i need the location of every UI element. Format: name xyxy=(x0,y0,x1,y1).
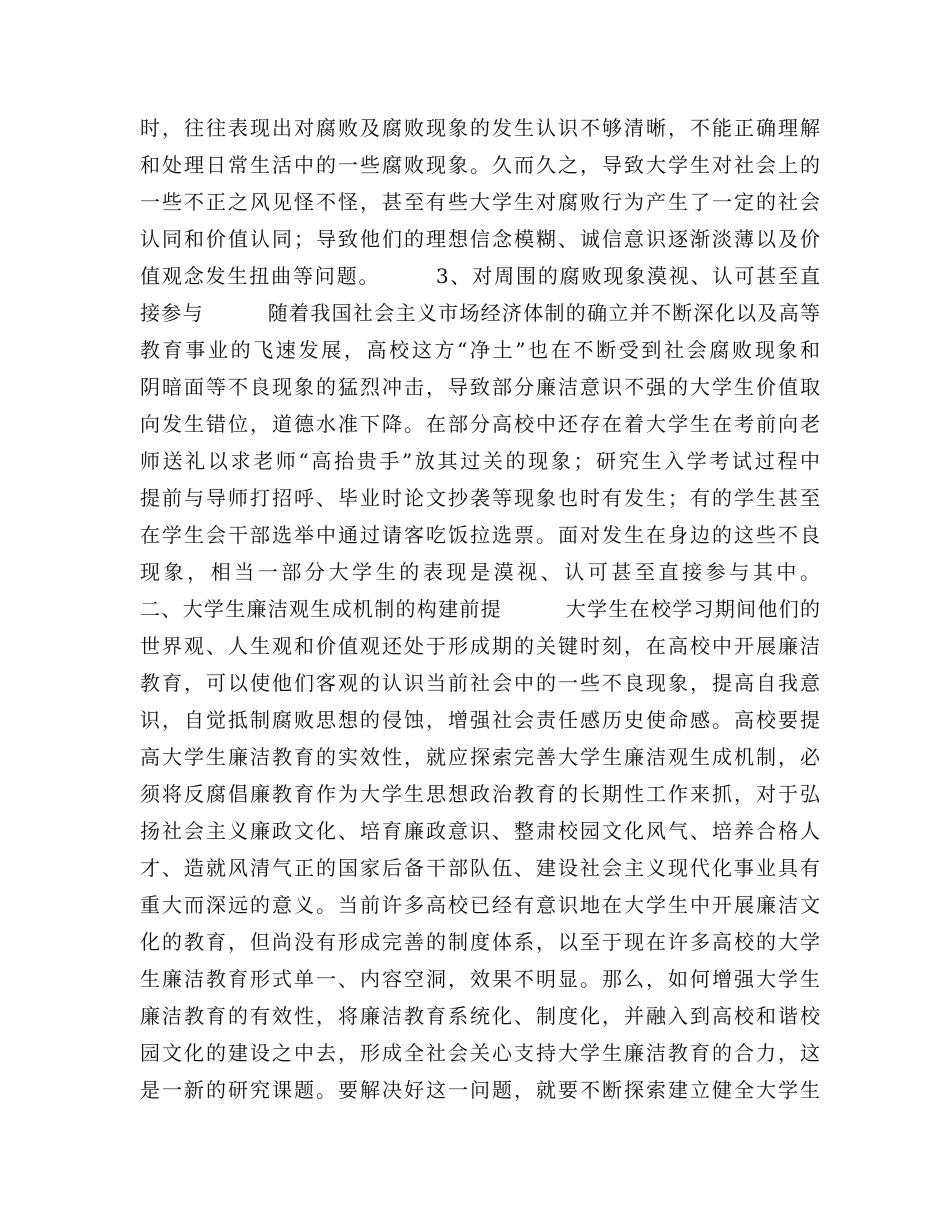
text-line: 师送礼以求老师“高抬贵手”放其过关的现象；研究生入学考试过程中 xyxy=(140,449,820,473)
text-line: 接参与 随着我国社会主义市场经济体制的确立并不断深化以及高等 xyxy=(140,301,820,325)
text-line: 在学生会干部选举中通过请客吃饭拉选票。面对发生在身边的这些不良 xyxy=(140,523,820,547)
text-line: 值观念发生扭曲等问题。 3、对周围的腐败现象漠视、认可甚至直 xyxy=(140,264,820,288)
text-line: 现象，相当一部分大学生的表现是漠视、认可甚至直接参与其中。 xyxy=(140,560,820,584)
text-line: 时，往往表现出对腐败及腐败现象的发生认识不够清晰，不能正确理解 xyxy=(140,116,820,140)
text-line: 世界观、人生观和价值观还处于形成期的关键时刻，在高校中开展廉洁 xyxy=(140,634,820,658)
text-line: 廉洁教育的有效性，将廉洁教育系统化、制度化，并融入到高校和谐校 xyxy=(140,1004,820,1028)
text-line: 和处理日常生活中的一些腐败现象。久而久之，导致大学生对社会上的 xyxy=(140,153,820,177)
text-line: 认同和价值认同；导致他们的理想信念模糊、诚信意识逐渐淡薄以及价 xyxy=(140,227,820,251)
text-line: 向发生错位，道德水准下降。在部分高校中还存在着大学生在考前向老 xyxy=(140,412,820,436)
text-line: 扬社会主义廉政文化、培育廉政意识、整肃校园文化风气、培养合格人 xyxy=(140,819,820,843)
text-line: 提前与导师打招呼、毕业时论文抄袭等现象也时有发生；有的学生甚至 xyxy=(140,486,820,510)
text-line: 才、造就风清气正的国家后备干部队伍、建设社会主义现代化事业具有 xyxy=(140,856,820,880)
text-line: 是一新的研究课题。要解决好这一问题，就要不断探索建立健全大学生 xyxy=(140,1078,820,1102)
text-line: 化的教育，但尚没有形成完善的制度体系，以至于现在许多高校的大学 xyxy=(140,930,820,954)
text-line: 一些不正之风见怪不怪，甚至有些大学生对腐败行为产生了一定的社会 xyxy=(140,190,820,214)
text-line: 须将反腐倡廉教育作为大学生思想政治教育的长期性工作来抓，对于弘 xyxy=(140,782,820,806)
text-line: 生廉洁教育形式单一、内容空洞，效果不明显。那么，如何增强大学生 xyxy=(140,967,820,991)
text-line: 教育事业的飞速发展，高校这方“净土”也在不断受到社会腐败现象和 xyxy=(140,338,820,362)
text-line: 重大而深远的意义。当前许多高校已经有意识地在大学生中开展廉洁文 xyxy=(140,893,820,917)
text-line: 园文化的建设之中去，形成全社会关心支持大学生廉洁教育的合力，这 xyxy=(140,1041,820,1065)
body-text xyxy=(140,110,820,1109)
text-line: 识，自觉抵制腐败思想的侵蚀，增强社会责任感历史使命感。高校要提 xyxy=(140,708,820,732)
text-line: 二、大学生廉洁观生成机制的构建前提 大学生在校学习期间他们的 xyxy=(140,597,820,621)
text-line: 阴暗面等不良现象的猛烈冲击，导致部分廉洁意识不强的大学生价值取 xyxy=(140,375,820,399)
text-line: 高大学生廉洁教育的实效性，就应探索完善大学生廉洁观生成机制，必 xyxy=(140,745,820,769)
text-line: 教育，可以使他们客观的认识当前社会中的一些不良现象，提高自我意 xyxy=(140,671,820,695)
